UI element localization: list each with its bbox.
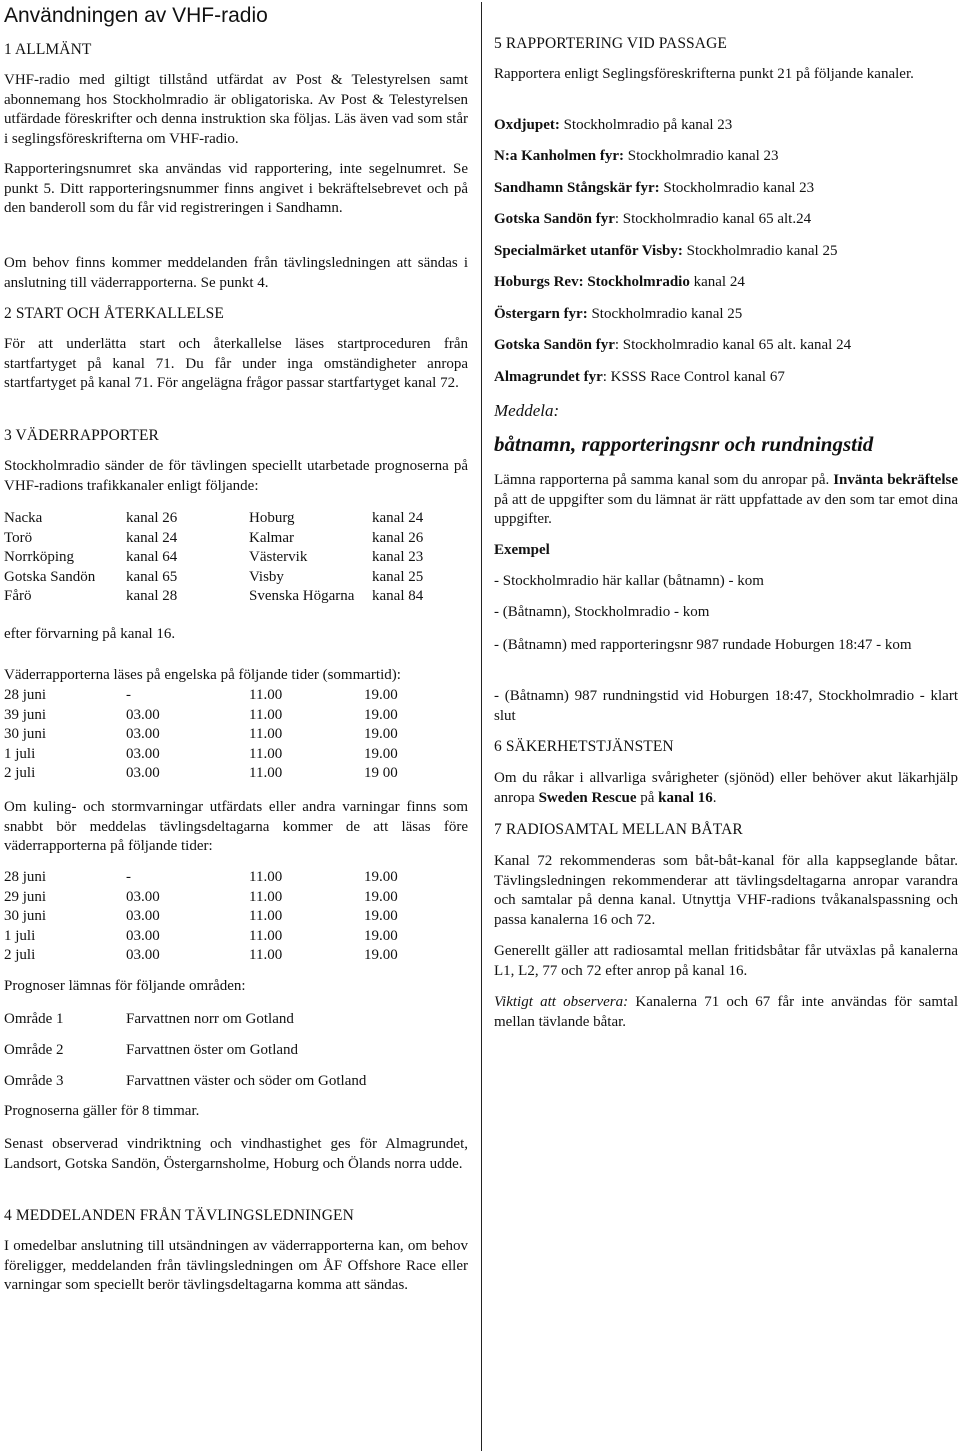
time-cell: 19.00: [364, 687, 398, 703]
report-point-name: Gotska Sandön fyr: [494, 211, 615, 227]
example-line: - (Båtnamn) 987 rundningstid vid Hoburgen 18:47, Stockholmradio - klart slut: [494, 688, 958, 724]
section-4-heading: 4 MEDDELANDEN FRÅN TÄVLINGSLEDNINGEN: [4, 1207, 354, 1224]
report-point: [494, 148, 779, 165]
area-description: Farvattnen norr om Gotland: [126, 1011, 294, 1027]
time-cell: 11.00: [249, 687, 283, 703]
date-cell: 28 juni: [4, 869, 47, 885]
station-name: Fårö: [4, 588, 32, 605]
time-cell: 19.00: [364, 947, 398, 964]
report-point-channel: Stockholmradio kanal 23: [659, 180, 815, 196]
report-point: [494, 306, 742, 323]
station-channel: kanal 26: [372, 529, 424, 546]
date-cell: 2 juli: [4, 765, 36, 782]
report-point-name: Gotska Sandön fyr: [494, 337, 615, 353]
section-7-paragraph-2: Generellt gäller att radiosamtal mellan fritidsbåtar får utväxlas på kanalerna L1, L2, 77 och 72 efter anrop på kanal 16.: [494, 943, 958, 979]
time-cell: 11.00: [249, 869, 283, 885]
reply-text: Lämna rapporterna på samma kanal som du anropar på.: [494, 472, 834, 488]
note-text: Kanalerna 71 och 67 får inte användas för samtal mellan tävlande båtar.: [494, 994, 958, 1030]
section-5-heading: 5 RAPPORTERING VID PASSAGE: [494, 35, 727, 52]
section-6-text: på: [636, 789, 659, 806]
time-cell: 19.00: [364, 927, 398, 944]
report-point-name: Oxdjupet:: [494, 117, 560, 133]
meddela-content: båtnamn, rapporteringsnr och rundningstid: [494, 432, 874, 456]
time-cell: 19.00: [364, 726, 398, 743]
section-7-heading: 7 RADIOSAMTAL MELLAN BÅTAR: [494, 821, 743, 838]
date-cell: 1 juli: [4, 745, 36, 762]
area-description: Farvattnen väster och söder om Gotland: [126, 1073, 367, 1089]
station-channel: kanal 65: [126, 568, 178, 585]
section-1-heading: 1 ALLMÄNT: [4, 41, 92, 58]
area-label: Område 1: [4, 1011, 64, 1027]
time-cell: 19.00: [364, 888, 398, 905]
report-point-channel: : Stockholmradio kanal 65 alt.24: [614, 211, 812, 227]
station-name: Visby: [249, 568, 284, 585]
report-point-name: Specialmärket utanför Visby:: [494, 243, 683, 259]
date-cell: 2 juli: [4, 947, 36, 964]
note-label: Viktigt att observera:: [494, 994, 629, 1010]
report-point: [494, 117, 732, 134]
after-warning-text: efter förvarning på kanal 16.: [4, 626, 176, 642]
example-line: - Stockholmradio här kallar (båtnamn) - kom: [494, 573, 764, 589]
time-cell: 19.00: [364, 745, 398, 762]
station-name: Västervik: [249, 549, 308, 566]
section-4-paragraph: I omedelbar anslutning till utsändningen av väderrapporterna kan, om behov föreligger, meddelanden från tävlingsledningen om ÅF Offshore Race eller varningar som speciellt berör tävlingsdeltagarna komma att sändas.: [4, 1238, 468, 1294]
time-cell: 03.00: [126, 908, 160, 925]
time-cell: 11.00: [249, 927, 283, 944]
station-name: Gotska Sandön: [4, 568, 96, 585]
station-name: Torö: [4, 529, 33, 546]
time-cell: 19.00: [364, 869, 398, 885]
report-point: [494, 211, 811, 228]
report-point-name: Sandhamn Stångskär fyr:: [494, 180, 660, 196]
report-point: [494, 180, 814, 197]
time-cell: 11.00: [249, 888, 283, 905]
example-line: - (Båtnamn), Stockholmradio - kom: [494, 604, 710, 620]
section-2-paragraph: För att underlätta start och återkallelse läses startproceduren från startfartyget på kanal 71. Du får under inga omständigheter anropa startfartyget på kanal 71. För angelägna frågor passar startfartyget kanal 72.: [4, 336, 468, 392]
areas-intro: Prognoser lämnas för följande områden:: [4, 978, 246, 994]
section-3-intro: Stockholmradio sänder de för tävlingen speciellt utarbetade prognoserna på VHF-radions trafikkanaler enligt följande:: [4, 458, 468, 494]
report-point-name: Almagrundet fyr: [494, 369, 603, 385]
time-cell: 03.00: [126, 765, 160, 782]
station-name: Norrköping: [4, 549, 74, 566]
date-cell: 30 juni: [4, 726, 47, 743]
station-name: Kalmar: [249, 529, 294, 546]
report-point-channel: Stockholmradio kanal 23: [624, 148, 779, 164]
time-cell: -: [126, 869, 131, 885]
time-cell: 03.00: [126, 706, 160, 723]
report-point-name: Hoburgs Rev: Stockholmradio: [494, 274, 690, 290]
wind-observation-text: Senast observerad vindriktning och vindhastighet ges för Almagrundet, Landsort, Gotska Sandön, Östergarnsholme, Hoburg och Ölands norra udde.: [4, 1136, 468, 1172]
forecast-validity: Prognoserna gäller för 8 timmar.: [4, 1103, 200, 1119]
time-cell: 11.00: [249, 745, 283, 762]
station-channel: kanal 26: [126, 510, 178, 526]
section-6-text: .: [712, 789, 717, 806]
time-cell: 19 00: [364, 765, 398, 782]
example-line: - (Båtnamn) med rapporteringsnr 987 rundade Hoburgen 18:47 - kom: [494, 637, 912, 653]
area-label: Område 2: [4, 1042, 64, 1058]
section-6-text: Om du råkar i allvarliga svårigheter (sjönöd) eller behöver akut läkarhjälp anropa: [494, 770, 958, 806]
date-cell: 1 juli: [4, 927, 36, 944]
section-2-heading: 2 START OCH ÅTERKALLELSE: [4, 305, 224, 322]
time-cell: -: [126, 687, 131, 703]
gale-warning-text: Om kuling- och stormvarningar utfärdats eller andra varningar finns som snabbt bör meddelas tävlingsdeltagarna kommer de att läsas före väderrapporterna på följande tider:: [4, 799, 468, 855]
report-point-channel: : KSSS Race Control kanal 67: [602, 369, 785, 385]
station-name: Svenska Högarna: [249, 588, 355, 605]
date-cell: 39 juni: [4, 706, 47, 723]
time-cell: 03.00: [126, 927, 160, 944]
report-point-channel: : Stockholmradio kanal 65 alt. kanal 24: [614, 337, 852, 353]
english-times-intro: Väderrapporterna läses på engelska på följande tider (sommartid):: [4, 667, 401, 683]
reply-emphasis: Invänta bekräftelse: [833, 472, 959, 488]
meddela-label: Meddela:: [494, 401, 560, 420]
station-channel: kanal 24: [126, 529, 178, 546]
station-channel: kanal 23: [372, 549, 424, 566]
section-7-note: [494, 993, 958, 1032]
time-cell: 11.00: [249, 726, 283, 743]
report-point: [494, 243, 837, 260]
emergency-channel: kanal 16: [658, 789, 713, 806]
sweden-rescue-label: Sweden Rescue: [538, 789, 637, 806]
time-cell: 19.00: [364, 908, 398, 925]
station-name: Hoburg: [249, 510, 295, 526]
time-cell: 11.00: [249, 706, 283, 723]
report-point-channel: Stockholmradio kanal 25: [682, 243, 838, 259]
date-cell: 28 juni: [4, 687, 47, 703]
time-cell: 19.00: [364, 706, 398, 723]
station-channel: kanal 84: [372, 588, 424, 605]
time-cell: 03.00: [126, 726, 160, 743]
time-cell: 03.00: [126, 947, 160, 964]
time-cell: 11.00: [249, 765, 283, 782]
section-1-paragraph-3: Om behov finns kommer meddelanden från tävlingsledningen att sändas i anslutning till väderrapporterna. Se punkt 4.: [4, 255, 468, 291]
report-point-channel: Stockholmradio kanal 25: [587, 306, 743, 322]
station-channel: kanal 24: [372, 510, 424, 526]
column-divider: [481, 2, 482, 1451]
section-7-paragraph-1: Kanal 72 rekommenderas som båt-båt-kanal för alla kappseglande båtar. Tävlingsledningen rekommenderar att tävlingsdeltagarna anropar varandra och samtalar på denna kanal. Utnyttja VHF-radions tvåkanalspassning och passa kanalerna 16 och 72.: [494, 853, 958, 928]
section-1-paragraph-2: Rapporteringsnumret ska användas vid rapportering, inte segelnumret. Se punkt 5. Ditt rapporteringsnummer finns angivet i bekräftelsebrevet och på den banderoll som du får vid registreringen i Sandhamn.: [4, 161, 468, 217]
date-cell: 29 juni: [4, 888, 47, 905]
report-point-channel: kanal 24: [689, 274, 745, 290]
time-cell: 11.00: [249, 908, 283, 925]
example-heading: Exempel: [494, 542, 550, 558]
station-name: Nacka: [4, 510, 43, 526]
report-point-channel: Stockholmradio på kanal 23: [559, 117, 733, 133]
station-channel: kanal 28: [126, 588, 178, 605]
date-cell: 30 juni: [4, 908, 47, 925]
reply-instructions: [494, 471, 958, 530]
report-point-name: Östergarn fyr:: [494, 306, 588, 322]
report-point: [494, 337, 851, 354]
time-cell: 03.00: [126, 888, 160, 905]
reply-text: på att de uppgifter som du lämnat är rätt uppfattade av den som tar emot dina uppgifter.: [494, 491, 958, 528]
time-cell: 03.00: [126, 745, 160, 762]
station-channel: kanal 25: [372, 568, 424, 585]
report-point: [494, 274, 745, 291]
section-6-heading: 6 SÄKERHETSTJÄNSTEN: [494, 738, 674, 755]
time-cell: 11.00: [249, 947, 283, 964]
area-label: Område 3: [4, 1073, 64, 1089]
page-title: Användningen av VHF-radio: [4, 4, 268, 27]
report-point-name: N:a Kanholmen fyr:: [494, 148, 624, 164]
section-5-intro: Rapportera enligt Seglingsföreskrifterna punkt 21 på följande kanaler.: [494, 66, 914, 82]
section-3-heading: 3 VÄDERRAPPORTER: [4, 427, 159, 444]
report-point: [494, 369, 785, 386]
station-channel: kanal 64: [126, 549, 178, 566]
section-1-paragraph-1: VHF-radio med giltigt tillstånd utfärdat av Post & Telestyrelsen samt abonnemang hos Stockholmradio är obligatoriska. Av Post & Telestyrelsen utfärdade föreskrifter och denna instruktion ska följas. Läs även vad som står i seglingsföreskrifterna om VHF-radio.: [4, 72, 468, 147]
area-description: Farvattnen öster om Gotland: [126, 1042, 299, 1058]
section-6-paragraph: [494, 769, 958, 808]
